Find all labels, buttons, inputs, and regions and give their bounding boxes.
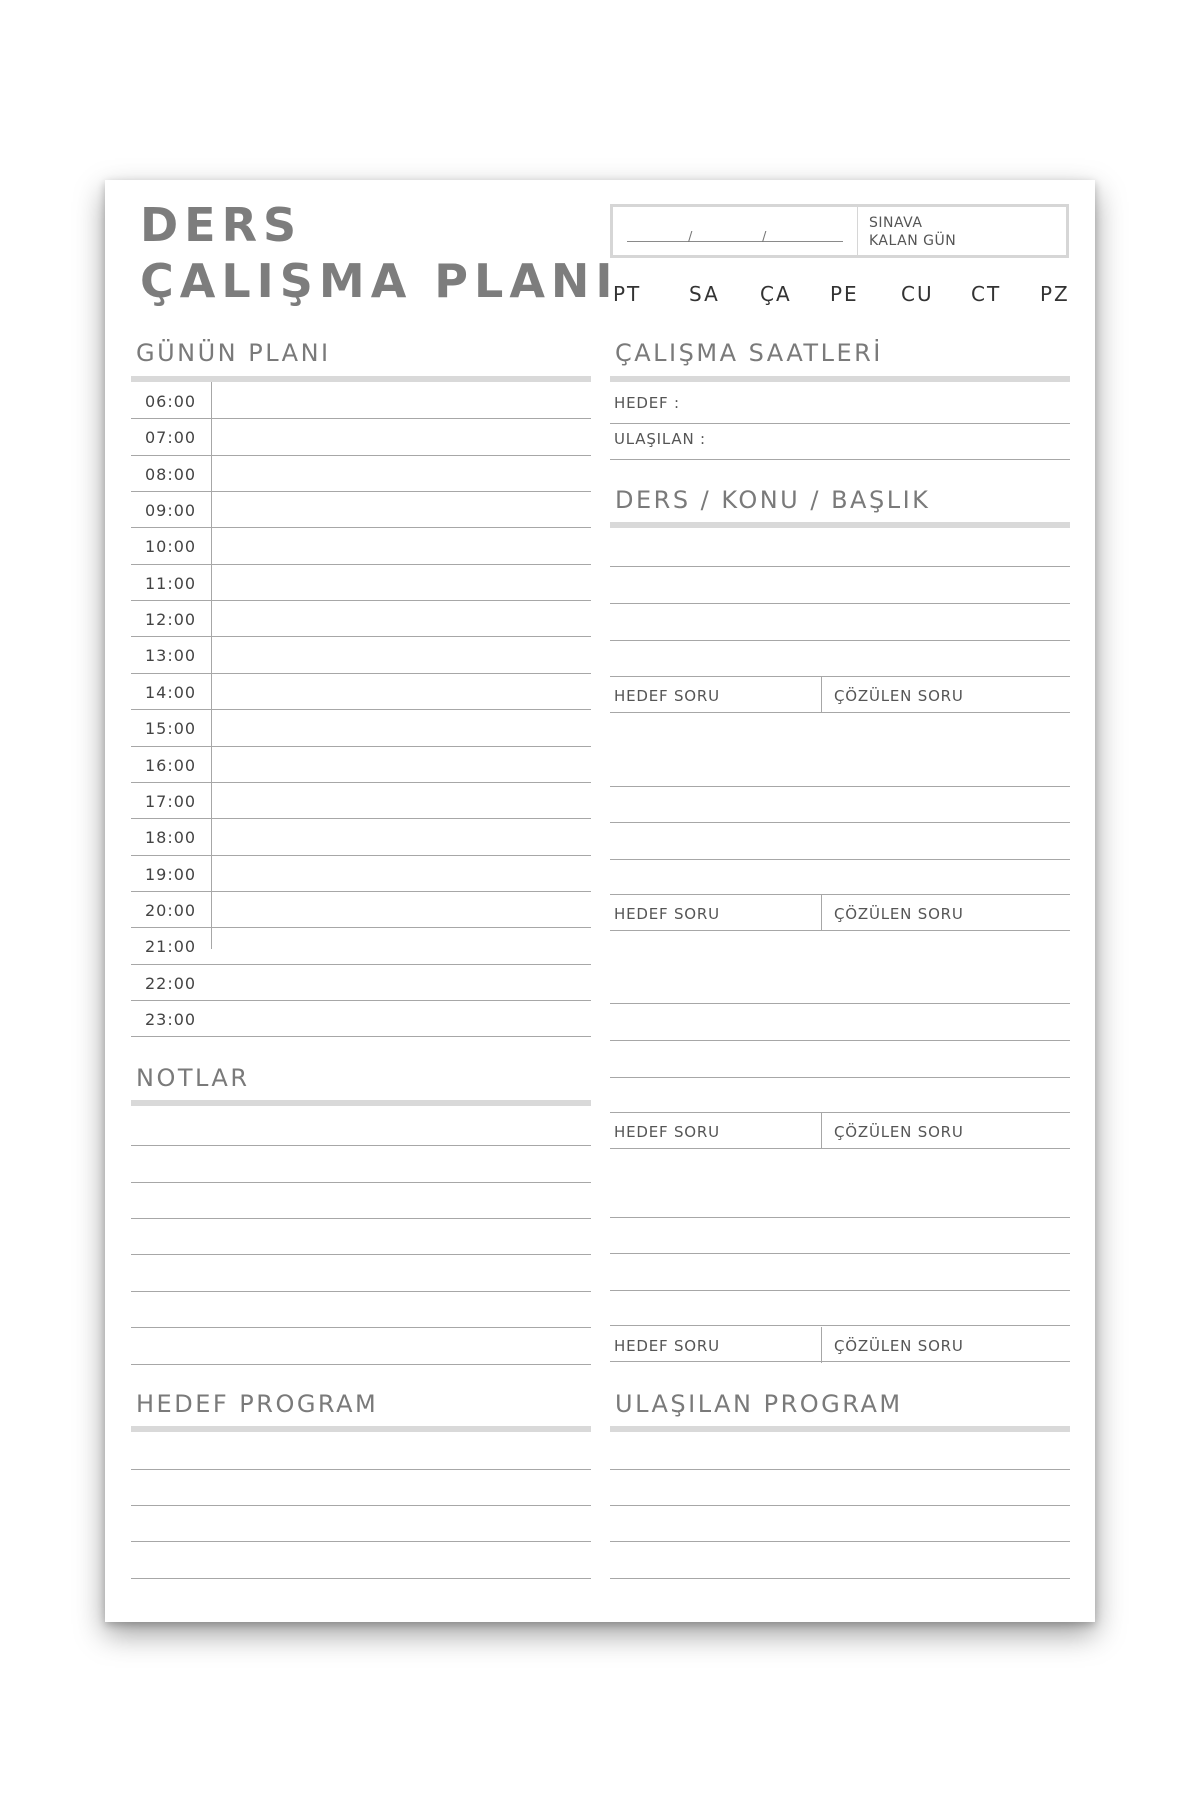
date-box <box>610 204 1069 258</box>
notes-line[interactable] <box>131 1182 591 1183</box>
subject-line[interactable] <box>610 676 1070 677</box>
day-cu[interactable]: CU <box>901 282 934 306</box>
hour-label: 17:00 <box>145 791 197 811</box>
hour-row-line[interactable] <box>131 1036 591 1037</box>
achieved-program-heading: ULAŞILAN PROGRAM <box>615 1390 903 1418</box>
hour-label: 09:00 <box>145 501 197 521</box>
hour-label: 07:00 <box>145 428 197 448</box>
question-line[interactable] <box>610 712 1070 713</box>
hour-row-line[interactable] <box>131 891 591 892</box>
question-solved-label: ÇÖZÜLEN SORU <box>834 1123 964 1141</box>
hour-row-line[interactable] <box>131 491 591 492</box>
day-pz[interactable]: PZ <box>1040 282 1070 306</box>
daily-plan-heading: GÜNÜN PLANI <box>136 339 331 367</box>
question-divider <box>821 895 822 931</box>
question-line[interactable] <box>610 859 1070 860</box>
notes-heading: NOTLAR <box>136 1064 250 1092</box>
study-target-line[interactable] <box>610 423 1070 424</box>
day-ct[interactable]: CT <box>971 282 1002 306</box>
hour-label: 11:00 <box>145 573 197 593</box>
hour-label: 23:00 <box>145 1009 197 1029</box>
date-slash: / <box>688 230 693 245</box>
question-line[interactable] <box>610 1077 1070 1078</box>
hour-row-line[interactable] <box>131 455 591 456</box>
hour-label: 06:00 <box>145 392 197 411</box>
date-box-divider <box>857 207 858 255</box>
hour-column-divider <box>211 382 212 949</box>
hour-row-line[interactable] <box>131 636 591 637</box>
subject-line[interactable] <box>610 640 1070 641</box>
subject-line[interactable] <box>610 566 1070 567</box>
hour-row-line[interactable] <box>131 1000 591 1001</box>
hour-label: 20:00 <box>145 900 197 920</box>
question-target-label: HEDEF SORU <box>614 905 720 923</box>
question-target-label: HEDEF SORU <box>614 1123 720 1141</box>
question-divider <box>821 1327 822 1363</box>
question-line[interactable] <box>610 1112 1070 1113</box>
target-program-heading-rule <box>131 1426 591 1432</box>
question-line[interactable] <box>610 894 1070 895</box>
question-target-label: HEDEF SORU <box>614 687 720 705</box>
target-program-line[interactable] <box>131 1578 591 1579</box>
notes-line[interactable] <box>131 1364 591 1365</box>
question-solved-label: ÇÖZÜLEN SORU <box>834 687 964 705</box>
target-program-line[interactable] <box>131 1505 591 1506</box>
achieved-program-line[interactable] <box>610 1469 1070 1470</box>
achieved-program-line[interactable] <box>610 1505 1070 1506</box>
question-line[interactable] <box>610 1040 1070 1041</box>
question-solved-label: ÇÖZÜLEN SORU <box>834 905 964 923</box>
hour-row-line[interactable] <box>131 855 591 856</box>
study-target-label: HEDEF : <box>614 394 680 412</box>
hour-label: 16:00 <box>145 755 197 775</box>
hour-row-line[interactable] <box>131 673 591 674</box>
hour-row-line[interactable] <box>131 564 591 565</box>
target-program-heading: HEDEF PROGRAM <box>136 1390 379 1418</box>
hour-label: 10:00 <box>145 537 197 557</box>
question-line[interactable] <box>610 1290 1070 1291</box>
question-line[interactable] <box>610 1003 1070 1004</box>
hour-label: 21:00 <box>145 937 197 957</box>
day-pe[interactable]: PE <box>830 282 859 306</box>
notes-line[interactable] <box>131 1291 591 1292</box>
notes-heading-rule <box>131 1100 591 1106</box>
hour-row-line[interactable] <box>131 709 591 710</box>
day-sa[interactable]: SA <box>689 282 720 306</box>
study-hours-heading-rule <box>610 376 1070 382</box>
achieved-program-line[interactable] <box>610 1578 1070 1579</box>
study-achieved-line[interactable] <box>610 459 1070 460</box>
date-slash: / <box>762 230 767 245</box>
achieved-program-line[interactable] <box>610 1541 1070 1542</box>
subject-line[interactable] <box>610 603 1070 604</box>
exam-countdown-label <box>869 214 956 250</box>
hour-row-line[interactable] <box>131 818 591 819</box>
hour-row-line[interactable] <box>131 746 591 747</box>
notes-line[interactable] <box>131 1145 591 1146</box>
target-program-line[interactable] <box>131 1541 591 1542</box>
question-line[interactable] <box>610 1253 1070 1254</box>
hour-label: 12:00 <box>145 610 197 630</box>
title-line-2: ÇALIŞMA PLANI <box>140 254 619 308</box>
day-ca[interactable]: ÇA <box>760 282 792 306</box>
subject-heading: DERS / KONU / BAŞLIK <box>615 486 931 514</box>
hour-row-line[interactable] <box>131 964 591 965</box>
hour-label: 18:00 <box>145 828 197 848</box>
achieved-program-heading-rule <box>610 1426 1070 1432</box>
target-program-line[interactable] <box>131 1469 591 1470</box>
hour-label: 14:00 <box>145 682 197 702</box>
hour-row-line[interactable] <box>131 782 591 783</box>
question-line[interactable] <box>610 1361 1070 1362</box>
date-field[interactable] <box>627 241 843 242</box>
study-achieved-label: ULAŞILAN : <box>614 430 706 448</box>
planner-sheet <box>105 180 1095 1622</box>
question-line[interactable] <box>610 1217 1070 1218</box>
question-divider <box>821 677 822 713</box>
question-line[interactable] <box>610 1325 1070 1326</box>
hour-label: 22:00 <box>145 973 197 993</box>
exam-label-line-2: KALAN GÜN <box>869 233 957 249</box>
question-target-label: HEDEF SORU <box>614 1337 720 1355</box>
hour-row-line[interactable] <box>131 927 591 928</box>
hour-label: 08:00 <box>145 464 197 484</box>
title-line-1: DERS <box>140 198 303 252</box>
hour-label: 15:00 <box>145 719 197 739</box>
hour-row-line[interactable] <box>131 600 591 601</box>
day-pt[interactable]: PT <box>613 282 642 306</box>
exam-label-line-1: SINAVA <box>869 215 923 231</box>
question-line[interactable] <box>610 1148 1070 1149</box>
question-line[interactable] <box>610 930 1070 931</box>
question-solved-label: ÇÖZÜLEN SORU <box>834 1337 964 1355</box>
subject-heading-rule <box>610 522 1070 528</box>
notes-line[interactable] <box>131 1254 591 1255</box>
study-hours-heading: ÇALIŞMA SAATLERİ <box>615 339 883 367</box>
daily-plan-heading-rule <box>131 376 591 382</box>
question-line[interactable] <box>610 822 1070 823</box>
question-line[interactable] <box>610 786 1070 787</box>
notes-line[interactable] <box>131 1218 591 1219</box>
question-divider <box>821 1113 822 1149</box>
hour-row-line[interactable] <box>131 418 591 419</box>
notes-line[interactable] <box>131 1327 591 1328</box>
hour-label: 19:00 <box>145 864 197 884</box>
hour-row-line[interactable] <box>131 527 591 528</box>
hour-label: 13:00 <box>145 646 197 666</box>
